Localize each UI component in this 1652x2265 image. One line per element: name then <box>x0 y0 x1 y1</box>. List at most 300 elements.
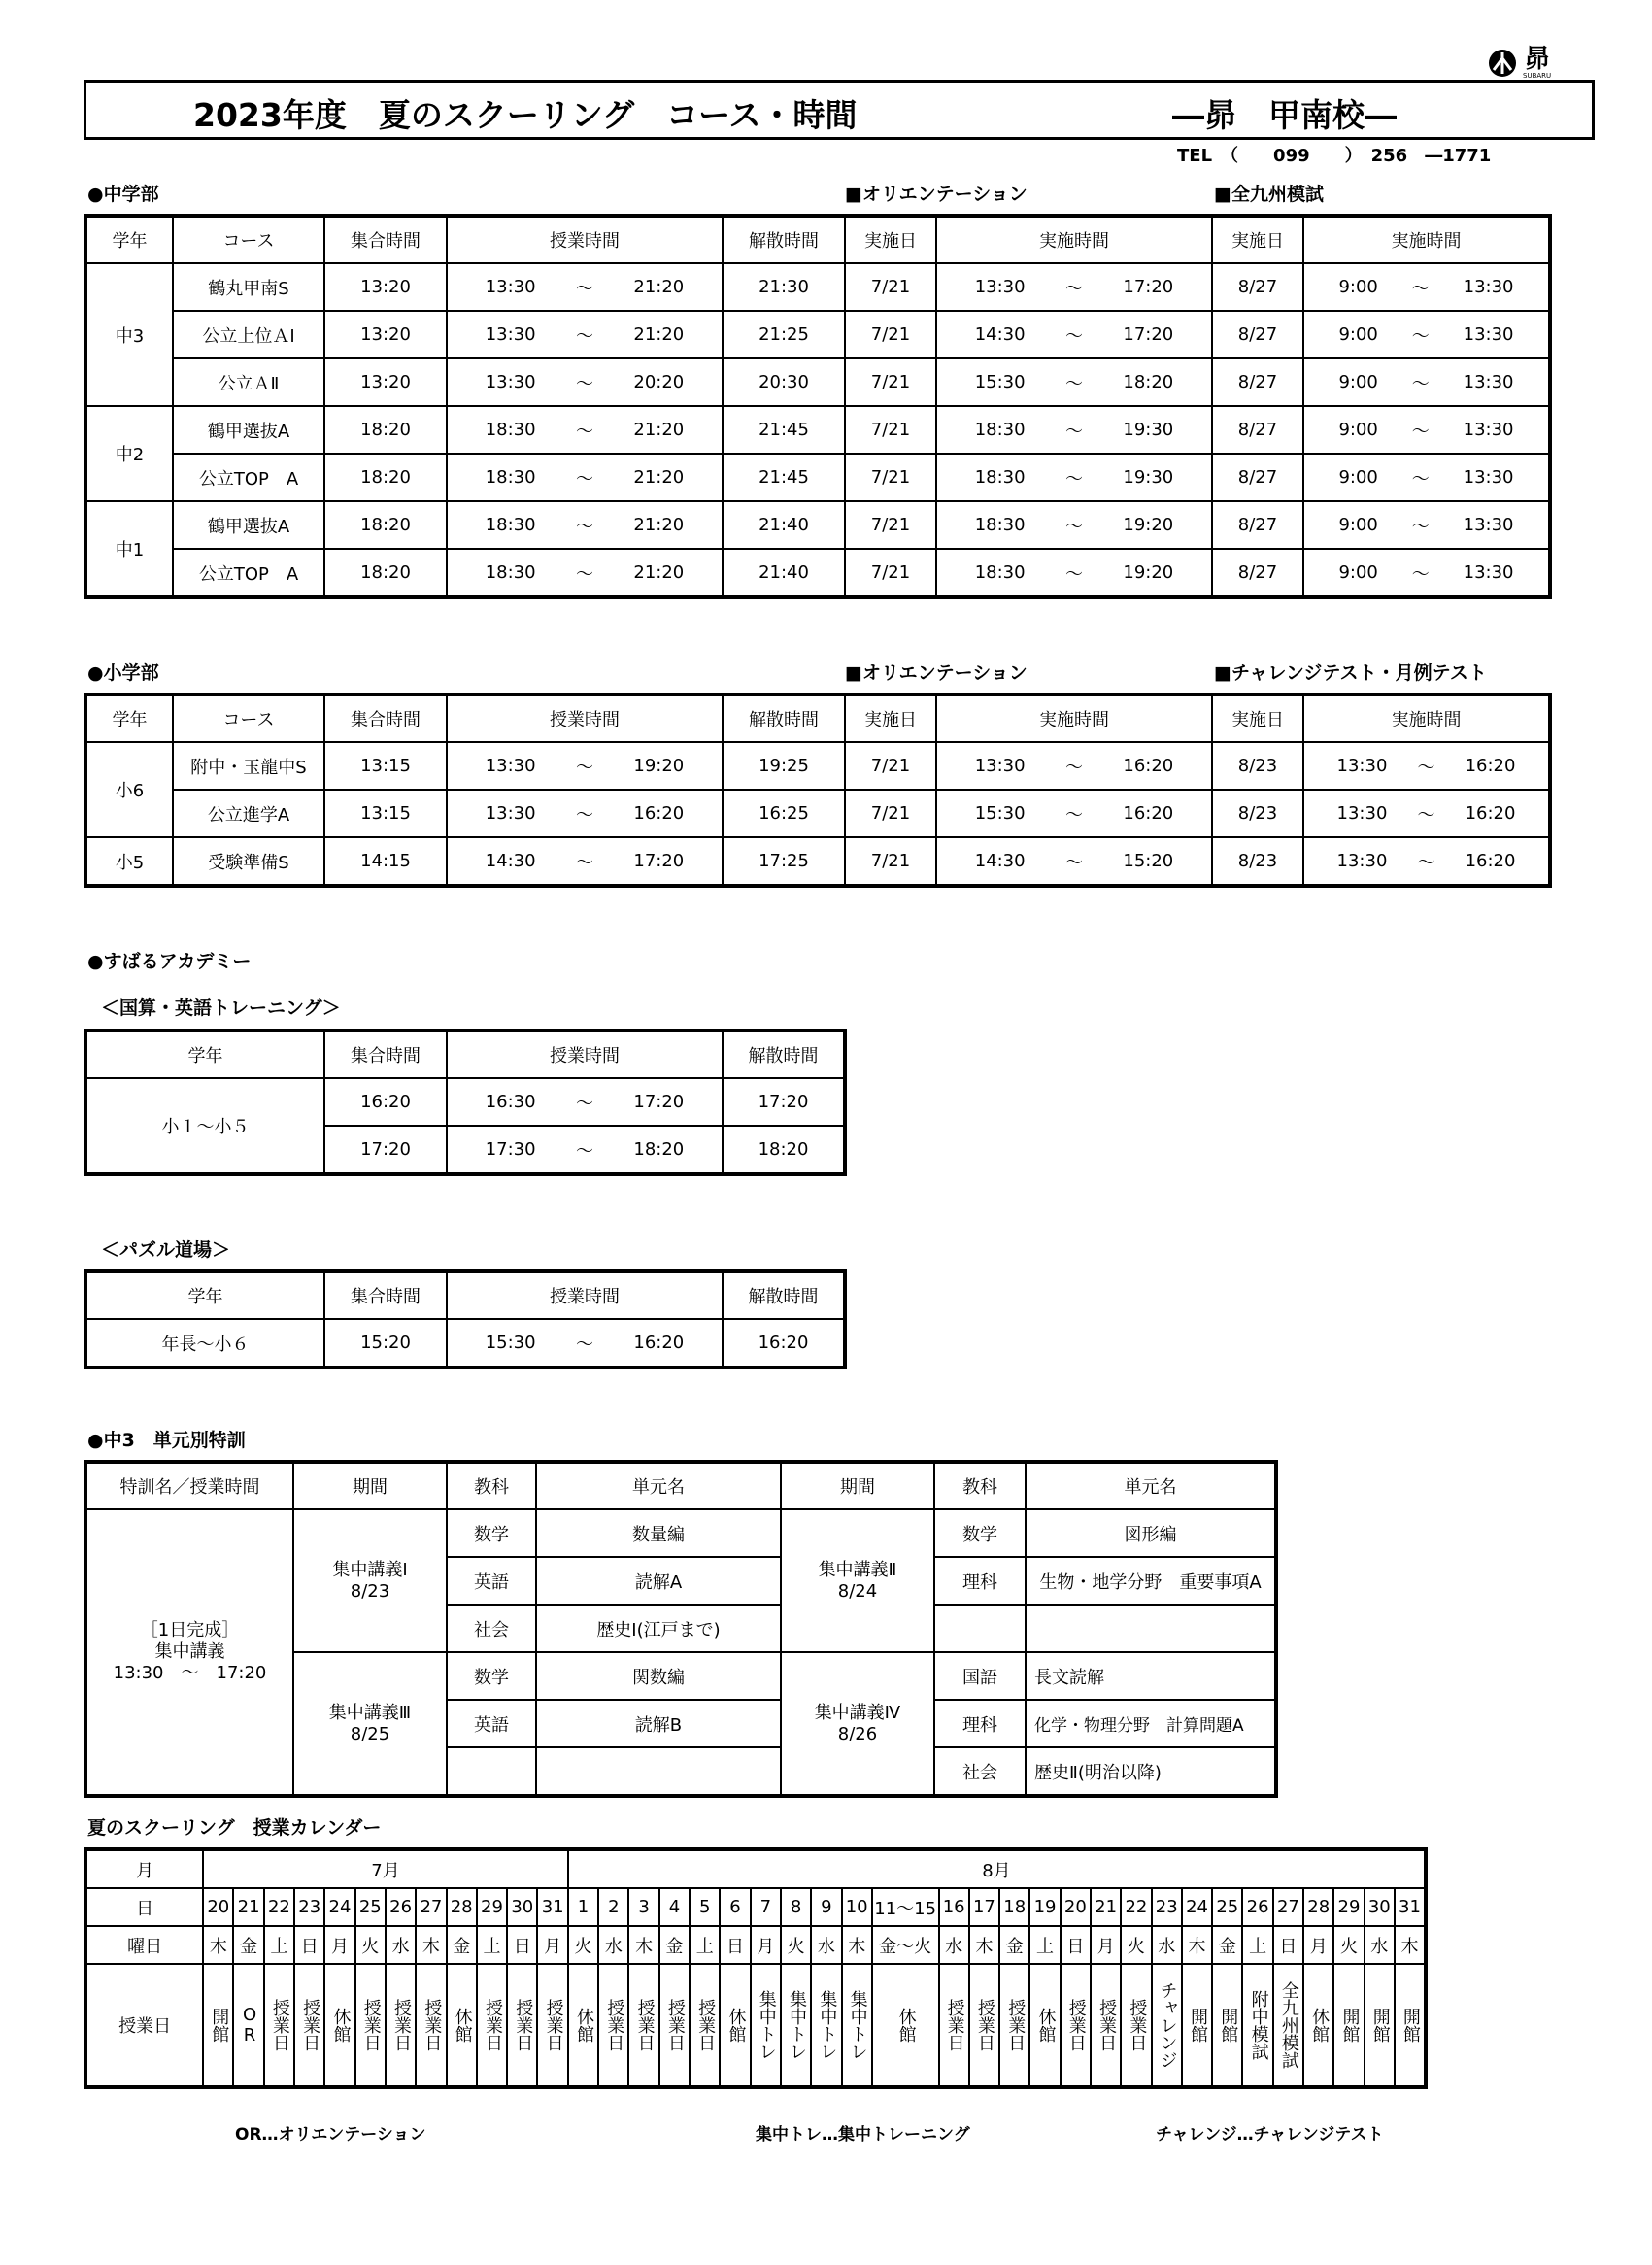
calendar-class-cell <box>690 1964 720 2087</box>
time-start: 9:00 <box>1338 420 1378 440</box>
col-header: 期間 <box>293 1462 447 1509</box>
calendar-class-cell <box>939 1964 969 2087</box>
period-name: 集中講義Ⅰ <box>332 1559 408 1580</box>
calendar-class-cell <box>598 1964 628 2087</box>
jhs-heading: ●中学部 <box>87 184 159 205</box>
time-end: 13:30 <box>1463 467 1514 488</box>
calendar-class-text: チャレンジ <box>1157 1981 1178 2069</box>
calendar-class-text: 授業日 <box>482 1999 503 2051</box>
calendar-weekday: 月 <box>1091 1926 1121 1964</box>
gather-time-cell: 18:20 <box>324 501 447 549</box>
calendar-class-cell <box>999 1964 1029 2087</box>
calendar-class-cell <box>872 1964 939 2087</box>
calendar-day: 17 <box>969 1888 999 1926</box>
calendar-class-text: 休館 <box>330 2008 352 2043</box>
orientation-time-range <box>936 790 1212 837</box>
time-start: 13:30 <box>485 277 536 297</box>
calendar-class-cell <box>659 1964 690 2087</box>
schedule-row <box>85 263 1550 311</box>
period-date: 8/25 <box>350 1723 390 1744</box>
course-cell: 鶴甲選抜A <box>173 406 324 454</box>
tilde: ～ <box>1417 852 1435 873</box>
orientation-date-cell: 7/21 <box>845 742 936 790</box>
orientation-date-cell: 7/21 <box>845 454 936 501</box>
time-end: 15:20 <box>1123 851 1174 871</box>
period-name: 集中講義Ⅳ <box>814 1702 901 1723</box>
calendar-class-cell <box>720 1964 750 2087</box>
calendar-class-text: 授業日 <box>360 1999 382 2051</box>
tilde: ～ <box>1064 852 1083 873</box>
time-start: 14:30 <box>974 851 1026 871</box>
orientation-date-cell: 7/21 <box>845 406 936 454</box>
time-start: 9:00 <box>1338 277 1378 297</box>
col-header: 特訓名／授業時間 <box>85 1462 293 1509</box>
calendar-day: 30 <box>507 1888 537 1926</box>
calendar-class-text: 授業日 <box>634 1999 656 2051</box>
elem-header-row <box>85 694 1550 742</box>
calendar-weekday: 月 <box>751 1926 781 1964</box>
time-end: 13:30 <box>1463 562 1514 583</box>
col-header: 学年 <box>85 1271 324 1319</box>
course-cell: 公立TOP A <box>173 454 324 501</box>
time-end: 21:20 <box>633 562 685 583</box>
time-end: 13:30 <box>1463 420 1514 440</box>
calendar-day: 21 <box>1091 1888 1121 1926</box>
calendar-class-text: 開館 <box>209 2008 230 2043</box>
tilde: ～ <box>1411 421 1430 442</box>
schedule-row <box>85 358 1550 406</box>
time-start: 13:30 <box>485 756 536 776</box>
schedule-row <box>85 742 1550 790</box>
subject: 国語 <box>934 1652 1026 1700</box>
gather-time-cell: 13:15 <box>324 790 447 837</box>
calendar-month-row <box>85 1849 1426 1888</box>
tilde: ～ <box>575 278 593 299</box>
subject: 数学 <box>447 1509 536 1557</box>
training-dismiss: 17:20 <box>723 1078 845 1126</box>
tilde: ～ <box>575 1140 593 1162</box>
calendar-class-cell <box>1303 1964 1333 2087</box>
exam-date-cell: 8/27 <box>1212 263 1303 311</box>
exam-time-range <box>1303 358 1550 406</box>
col-header: コース <box>173 694 324 742</box>
col-header: 実施時間 <box>1303 694 1550 742</box>
course-cell: 公立TOP A <box>173 549 324 597</box>
calendar-weekday: 金 <box>233 1926 263 1964</box>
time-start: 13:30 <box>485 803 536 824</box>
calendar-class-cell <box>568 1964 598 2087</box>
calendar-class-text: 授業日 <box>300 1999 321 2051</box>
exam-date-cell: 8/27 <box>1212 501 1303 549</box>
calendar-day: 16 <box>939 1888 969 1926</box>
subject: 社会 <box>934 1747 1026 1796</box>
tilde: ～ <box>575 757 593 778</box>
calendar-weekday: 月 <box>537 1926 567 1964</box>
calendar-weekday: 土 <box>690 1926 720 1964</box>
calendar-day: 21 <box>233 1888 263 1926</box>
time-start: 14:30 <box>485 851 536 871</box>
exam-time-range <box>1303 501 1550 549</box>
calendar-day: 23 <box>1152 1888 1182 1926</box>
orientation-time-range <box>936 501 1212 549</box>
col-header: 実施時間 <box>936 216 1212 263</box>
course-cell: 鶴丸甲南S <box>173 263 324 311</box>
subject: 理科 <box>934 1557 1026 1605</box>
calendar-day: 8 <box>781 1888 811 1926</box>
calendar-weekday: 日 <box>507 1926 537 1964</box>
course-cell: 附中・玉龍中S <box>173 742 324 790</box>
gather-time-cell: 18:20 <box>324 406 447 454</box>
time-end: 19:20 <box>633 756 685 776</box>
calendar-weekday: 木 <box>969 1926 999 1964</box>
class-time-range <box>447 549 723 597</box>
calendar-weekday: 月 <box>1303 1926 1333 1964</box>
calendar-class-cell <box>781 1964 811 2087</box>
calendar-class-text: 授業日 <box>543 1999 564 2051</box>
calendar-class-text: 授業日 <box>695 1999 717 2051</box>
exam-time-range <box>1303 742 1550 790</box>
month-label: 7月 <box>203 1849 568 1888</box>
time-start: 9:00 <box>1338 562 1378 583</box>
time-end: 16:20 <box>633 803 685 824</box>
time-start: 18:30 <box>485 562 536 583</box>
time-end: 21:20 <box>633 324 685 345</box>
logo-sub: SUBARU <box>1523 72 1552 80</box>
course-cell: 公立進学A <box>173 790 324 837</box>
time-end: 17:20 <box>1123 324 1174 345</box>
time-end: 16:20 <box>1123 756 1174 776</box>
exam-time-range <box>1303 790 1550 837</box>
training-heading: ＜国算・英語トレーニング＞ <box>101 997 341 1019</box>
calendar-class-text: 開館 <box>1339 2008 1361 2043</box>
subject: 数学 <box>934 1509 1026 1557</box>
calendar-weekday-row <box>85 1926 1426 1964</box>
time-end: 21:20 <box>633 467 685 488</box>
time-end: 16:20 <box>1465 756 1516 776</box>
calendar-class-text: 授業日 <box>604 1999 625 2051</box>
exam-date-cell: 8/23 <box>1212 790 1303 837</box>
exam-time-range <box>1303 837 1550 886</box>
calendar-weekday: 金 <box>999 1926 1029 1964</box>
unit: 数量編 <box>536 1509 781 1557</box>
dismiss-time-cell: 21:30 <box>723 263 845 311</box>
calendar-class-text: 授業日 <box>391 1999 413 2051</box>
unit: 読解B <box>536 1700 781 1747</box>
unit-empty <box>536 1747 781 1796</box>
calendar-class-text: 集中トレ <box>847 1990 868 2060</box>
calendar-weekday: 水 <box>811 1926 841 1964</box>
time-end: 17:20 <box>1123 277 1174 297</box>
calendar-table <box>84 1847 1428 2089</box>
time-end: 13:30 <box>1463 277 1514 297</box>
calendar-class-text: 授業日 <box>664 1999 686 2051</box>
calendar-day: 6 <box>720 1888 750 1926</box>
calendar-weekday: 水 <box>1152 1926 1182 1964</box>
calendar-weekday: 金～火 <box>872 1926 939 1964</box>
calendar-class-text: OR <box>239 2005 260 2045</box>
calendar-weekday: 日 <box>720 1926 750 1964</box>
exam-date-cell: 8/27 <box>1212 549 1303 597</box>
time-start: 15:30 <box>485 1333 536 1353</box>
time-end: 13:30 <box>1463 515 1514 535</box>
calendar-class-text: 休館 <box>895 2008 917 2043</box>
course-cell: 公立上位ＡⅠ <box>173 311 324 358</box>
calendar-day: 5 <box>690 1888 720 1926</box>
calendar-class-cell <box>1029 1964 1060 2087</box>
calendar-weekday: 火 <box>1121 1926 1151 1964</box>
orientation-date-cell: 7/21 <box>845 358 936 406</box>
orientation-date-cell: 7/21 <box>845 837 936 886</box>
class-time-range <box>447 263 723 311</box>
gather-time-cell: 14:15 <box>324 837 447 886</box>
calendar-weekday: 土 <box>264 1926 294 1964</box>
col-header: 期間 <box>781 1462 934 1509</box>
class-time-range <box>447 501 723 549</box>
col-header: 学年 <box>85 694 173 742</box>
calendar-class-cell <box>233 1964 263 2087</box>
time-start: 18:30 <box>974 467 1026 488</box>
calendar-class-cell <box>416 1964 446 2087</box>
academy-heading: ●すばるアカデミー <box>87 951 252 972</box>
col-header: 集合時間 <box>324 694 447 742</box>
time-start: 18:30 <box>485 420 536 440</box>
subject: 英語 <box>447 1557 536 1605</box>
puzzle-grade: 年長～小６ <box>85 1319 324 1368</box>
period-name: 集中講義Ⅲ <box>328 1702 412 1723</box>
orientation-date-cell: 7/21 <box>845 790 936 837</box>
tilde: ～ <box>1411 278 1430 299</box>
time-end: 16:20 <box>1465 803 1516 824</box>
calendar-class-cell <box>537 1964 567 2087</box>
period-date: 8/24 <box>837 1580 878 1602</box>
calendar-class-text: 開館 <box>1399 2008 1421 2043</box>
tilde: ～ <box>1064 325 1083 347</box>
calendar-weekday: 日 <box>294 1926 324 1964</box>
time-end: 18:20 <box>1123 372 1174 392</box>
calendar-class-text: 授業日 <box>513 1999 534 2051</box>
calendar-day: 10 <box>842 1888 872 1926</box>
unit: 歴史Ⅱ(明治以降) <box>1026 1747 1276 1796</box>
tilde: ～ <box>575 563 593 585</box>
unit: 図形編 <box>1026 1509 1276 1557</box>
gather-time-cell: 13:20 <box>324 263 447 311</box>
tilde: ～ <box>1064 516 1083 537</box>
schedule-row <box>85 454 1550 501</box>
calendar-day: 22 <box>1121 1888 1151 1926</box>
calendar-day: 2 <box>598 1888 628 1926</box>
calendar-class-cell <box>1152 1964 1182 2087</box>
dismiss-time-cell: 21:40 <box>723 549 845 597</box>
time-end: 21:20 <box>633 277 685 297</box>
period-name: 集中講義Ⅱ <box>818 1559 897 1580</box>
calendar-day: 19 <box>1029 1888 1060 1926</box>
subject: 英語 <box>447 1700 536 1747</box>
exam-time-range <box>1303 454 1550 501</box>
col-header: 実施日 <box>1212 694 1303 742</box>
col-header: 学年 <box>85 216 173 263</box>
calendar-day: 11～15 <box>872 1888 939 1926</box>
grade-cell: 小6 <box>85 742 173 837</box>
subject: 数学 <box>447 1652 536 1700</box>
calendar-weekday: 日 <box>1061 1926 1091 1964</box>
tilde: ～ <box>575 325 593 347</box>
calendar-class-cell <box>386 1964 416 2087</box>
calendar-weekday: 木 <box>203 1926 233 1964</box>
calendar-day: 27 <box>416 1888 446 1926</box>
time-start: 9:00 <box>1338 515 1378 535</box>
period-date: 8/26 <box>837 1723 878 1744</box>
calendar-day: 26 <box>386 1888 416 1926</box>
orientation-date-cell: 7/21 <box>845 311 936 358</box>
time-start: 18:30 <box>485 515 536 535</box>
calendar-class-text: 開館 <box>1218 2008 1239 2043</box>
calendar-class-text: 授業日 <box>1127 1999 1148 2051</box>
time-end: 19:20 <box>1123 515 1174 535</box>
unit: 歴史Ⅰ(江戸まで) <box>536 1605 781 1652</box>
calendar-class-text: 開館 <box>1369 2008 1391 2043</box>
gather-time-cell: 18:20 <box>324 549 447 597</box>
time-end: 21:20 <box>633 515 685 535</box>
grade-cell: 中1 <box>85 501 173 597</box>
calendar-class-text: 休館 <box>725 2008 747 2043</box>
puzzle-class-time <box>447 1319 723 1368</box>
exam-date-cell: 8/27 <box>1212 454 1303 501</box>
calendar-weekday: 水 <box>598 1926 628 1964</box>
calendar-day: 9 <box>811 1888 841 1926</box>
calendar-day: 31 <box>537 1888 567 1926</box>
month-label: 8月 <box>568 1849 1426 1888</box>
col-header: 解散時間 <box>723 694 845 742</box>
time-start: 9:00 <box>1338 372 1378 392</box>
dismiss-time-cell: 17:25 <box>723 837 845 886</box>
special-name-cell <box>85 1509 293 1796</box>
calendar-heading: 夏のスクーリング 授業カレンダー <box>87 1817 382 1839</box>
col-header: 集合時間 <box>324 216 447 263</box>
course-cell: 受験準備S <box>173 837 324 886</box>
class-time-range <box>447 311 723 358</box>
calendar-class-cell <box>355 1964 386 2087</box>
orientation-time-range <box>936 406 1212 454</box>
calendar-weekday: 木 <box>628 1926 658 1964</box>
col-header: 学年 <box>85 1031 324 1078</box>
row-label: 日 <box>85 1888 203 1926</box>
tilde: ～ <box>1064 563 1083 585</box>
calendar-day: 18 <box>999 1888 1029 1926</box>
time-start: 15:30 <box>974 372 1026 392</box>
time-start: 13:30 <box>974 756 1026 776</box>
time-start: 15:30 <box>974 803 1026 824</box>
class-time-range <box>447 454 723 501</box>
orientation-time-range <box>936 311 1212 358</box>
calendar-class-text: 授業日 <box>1005 1999 1027 2051</box>
calendar-class-cell <box>507 1964 537 2087</box>
jhs-table <box>84 214 1552 599</box>
time-start: 13:30 <box>1336 803 1388 824</box>
col-header: コース <box>173 216 324 263</box>
title-box <box>84 80 1595 140</box>
calendar-class-cell <box>628 1964 658 2087</box>
calendar-class-cell <box>969 1964 999 2087</box>
time-start: 18:30 <box>974 515 1026 535</box>
time-end: 19:20 <box>1123 562 1174 583</box>
puzzle-table <box>84 1269 847 1369</box>
calendar-class-cell <box>324 1964 354 2087</box>
calendar-class-text: 休館 <box>452 2008 473 2043</box>
class-time-range <box>447 837 723 886</box>
calendar-weekday: 日 <box>1273 1926 1303 1964</box>
note-or: OR…オリエンテーション <box>235 2125 426 2145</box>
col-header: 単元名 <box>1026 1462 1276 1509</box>
exam-date-cell: 8/27 <box>1212 406 1303 454</box>
calendar-class-cell <box>842 1964 872 2087</box>
time-start: 18:30 <box>974 420 1026 440</box>
calendar-class-text: 附中模試 <box>1248 1990 1269 2060</box>
time-start: 9:00 <box>1338 467 1378 488</box>
calendar-day: 29 <box>477 1888 507 1926</box>
col-header: 授業時間 <box>447 694 723 742</box>
col-header: 解散時間 <box>723 216 845 263</box>
course-cell: 公立ＡⅡ <box>173 358 324 406</box>
col-header: 集合時間 <box>324 1271 447 1319</box>
special-period-2 <box>781 1509 934 1652</box>
tilde: ～ <box>1411 373 1430 394</box>
calendar-day: 22 <box>264 1888 294 1926</box>
elem-heading: ●小学部 <box>87 662 159 684</box>
calendar-class-text: 集中トレ <box>756 1990 777 2060</box>
class-time-range <box>447 358 723 406</box>
note-challenge: チャレンジ…チャレンジテスト <box>1156 2125 1384 2145</box>
time-start: 13:30 <box>485 372 536 392</box>
orientation-date-cell: 7/21 <box>845 501 936 549</box>
subject: 理科 <box>934 1700 1026 1747</box>
orientation-time-range <box>936 549 1212 597</box>
orientation-time-range <box>936 837 1212 886</box>
tilde: ～ <box>1411 516 1430 537</box>
special-name-line3: 13:30 ～ 17:20 <box>113 1663 267 1683</box>
calendar-class-text: 授業日 <box>1096 1999 1118 2051</box>
school-name: ―昴 甲南校― <box>1172 96 1397 134</box>
special-table <box>84 1460 1278 1798</box>
special-heading: ●中3 単元別特訓 <box>87 1430 246 1451</box>
calendar-class-cell <box>447 1964 477 2087</box>
time-start: 18:30 <box>974 562 1026 583</box>
calendar-weekday: 火 <box>568 1926 598 1964</box>
tilde: ～ <box>1064 278 1083 299</box>
calendar-weekday: 水 <box>939 1926 969 1964</box>
exam-time-range <box>1303 263 1550 311</box>
calendar-class-cell <box>203 1964 233 2087</box>
col-header: 実施時間 <box>936 694 1212 742</box>
calendar-class-text: 休館 <box>1035 2008 1057 2043</box>
time-end: 16:20 <box>633 1333 685 1353</box>
time-start: 13:30 <box>1336 756 1388 776</box>
col-header: 授業時間 <box>447 216 723 263</box>
calendar-class-cell <box>1273 1964 1303 2087</box>
calendar-weekday: 金 <box>1212 1926 1242 1964</box>
logo-emblem-icon <box>1488 49 1517 78</box>
class-time-range <box>447 790 723 837</box>
calendar-day: 24 <box>1182 1888 1212 1926</box>
calendar-class-cell <box>811 1964 841 2087</box>
gather-time-cell: 13:20 <box>324 358 447 406</box>
calendar-class-cell <box>1182 1964 1212 2087</box>
time-end: 13:30 <box>1463 324 1514 345</box>
calendar-class-cell <box>1333 1964 1364 2087</box>
time-start: 16:30 <box>485 1092 536 1112</box>
row-label: 月 <box>85 1849 203 1888</box>
exam-time-range <box>1303 406 1550 454</box>
calendar-weekday: 木 <box>842 1926 872 1964</box>
